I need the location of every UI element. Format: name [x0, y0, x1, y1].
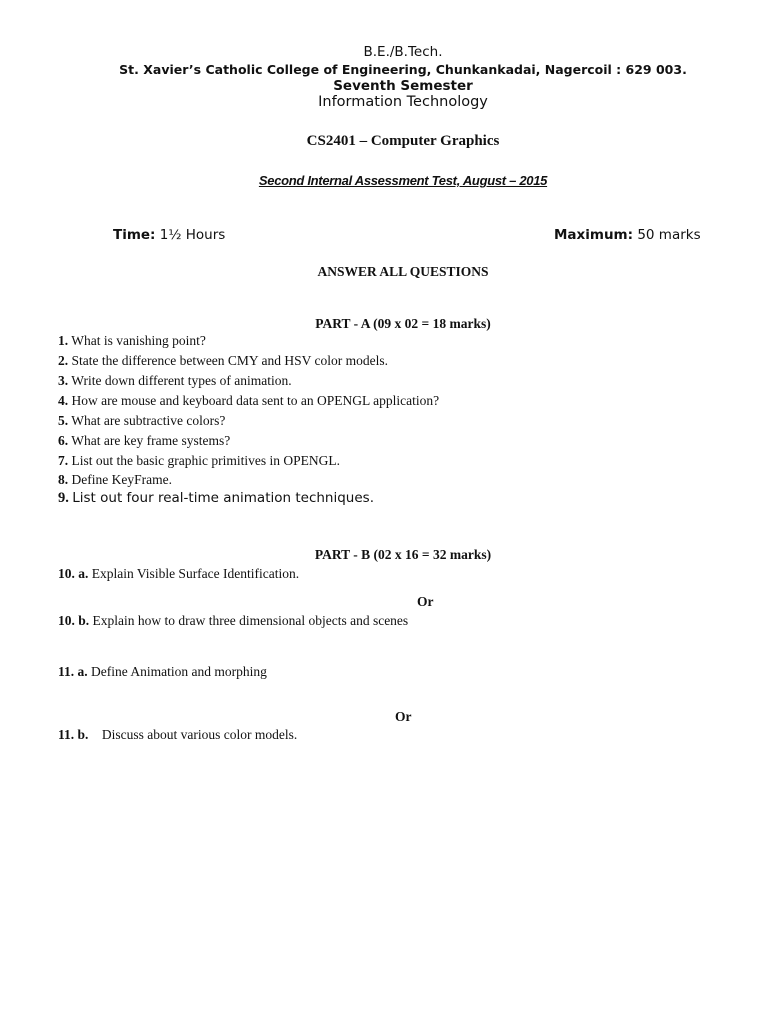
or-separator: Or: [395, 709, 412, 724]
department-line: Information Technology: [318, 94, 488, 110]
question-number: 9.: [58, 490, 69, 506]
question-number: 6.: [58, 433, 69, 448]
question-text: Define Animation and morphing: [91, 664, 267, 679]
max-label: Maximum:: [554, 227, 634, 243]
question-number: 11. a.: [58, 664, 88, 679]
question-text: Explain Visible Surface Identification.: [91, 566, 300, 581]
question-number: 11. b.: [58, 727, 89, 742]
question-item: [58, 393, 439, 409]
question-number: 4.: [58, 393, 69, 408]
question-item: [58, 664, 267, 680]
question-text: What is vanishing point?: [71, 333, 206, 348]
question-item: [58, 353, 388, 369]
question-item: [58, 433, 230, 449]
question-item: [58, 413, 225, 429]
question-item: [58, 472, 172, 488]
or-separator: Or: [417, 594, 434, 609]
question-text: State the difference between CMY and HSV color models.: [71, 353, 389, 368]
question-item: [58, 333, 206, 349]
time-label: Time:: [113, 227, 156, 243]
question-item: [58, 566, 299, 582]
question-number: 10. b.: [58, 613, 90, 628]
college-name: St. Xavier’s Catholic College of Engineering, Chunkankadai, Nagercoil : 629 003.: [119, 62, 687, 77]
max-marks-info: [554, 227, 701, 243]
question-text: Define KeyFrame.: [71, 472, 172, 487]
question-number: 7.: [58, 453, 69, 468]
question-item: [58, 373, 292, 389]
question-text: Discuss about various color models.: [101, 727, 298, 742]
time-info: [113, 227, 225, 243]
question-text: Explain how to draw three dimensional objects and scenes: [92, 613, 409, 628]
question-number: 1.: [58, 333, 69, 348]
question-text: List out the basic graphic primitives in OPENGL.: [71, 453, 340, 468]
max-value: 50 marks: [637, 227, 701, 243]
instruction: ANSWER ALL QUESTIONS: [317, 264, 489, 279]
question-text: What are subtractive colors?: [71, 413, 226, 428]
question-item: [58, 453, 340, 469]
question-item: [58, 490, 374, 507]
question-number: 10. a.: [58, 566, 89, 581]
time-value: 1½ Hours: [159, 227, 226, 243]
question-number: 2.: [58, 353, 69, 368]
question-number: 8.: [58, 472, 69, 487]
test-title: Second Internal Assessment Test, August – 2015: [258, 173, 548, 188]
question-number: 3.: [58, 373, 69, 388]
question-text: List out four real-time animation techniques.: [72, 490, 374, 506]
question-text: How are mouse and keyboard data sent to an OPENGL application?: [71, 393, 440, 408]
part-b-heading: PART - B (02 x 16 = 32 marks): [314, 547, 492, 562]
question-number: 5.: [58, 413, 69, 428]
question-item: [58, 727, 297, 743]
course-title: CS2401 – Computer Graphics: [306, 133, 500, 149]
question-text: What are key frame systems?: [71, 433, 231, 448]
part-a-heading: PART - A (09 x 02 = 18 marks): [315, 316, 491, 331]
semester-line: Seventh Semester: [333, 78, 473, 94]
question-text: Write down different types of animation.: [71, 373, 292, 388]
question-item: [58, 613, 408, 629]
degree-line: B.E./B.Tech.: [363, 44, 443, 60]
